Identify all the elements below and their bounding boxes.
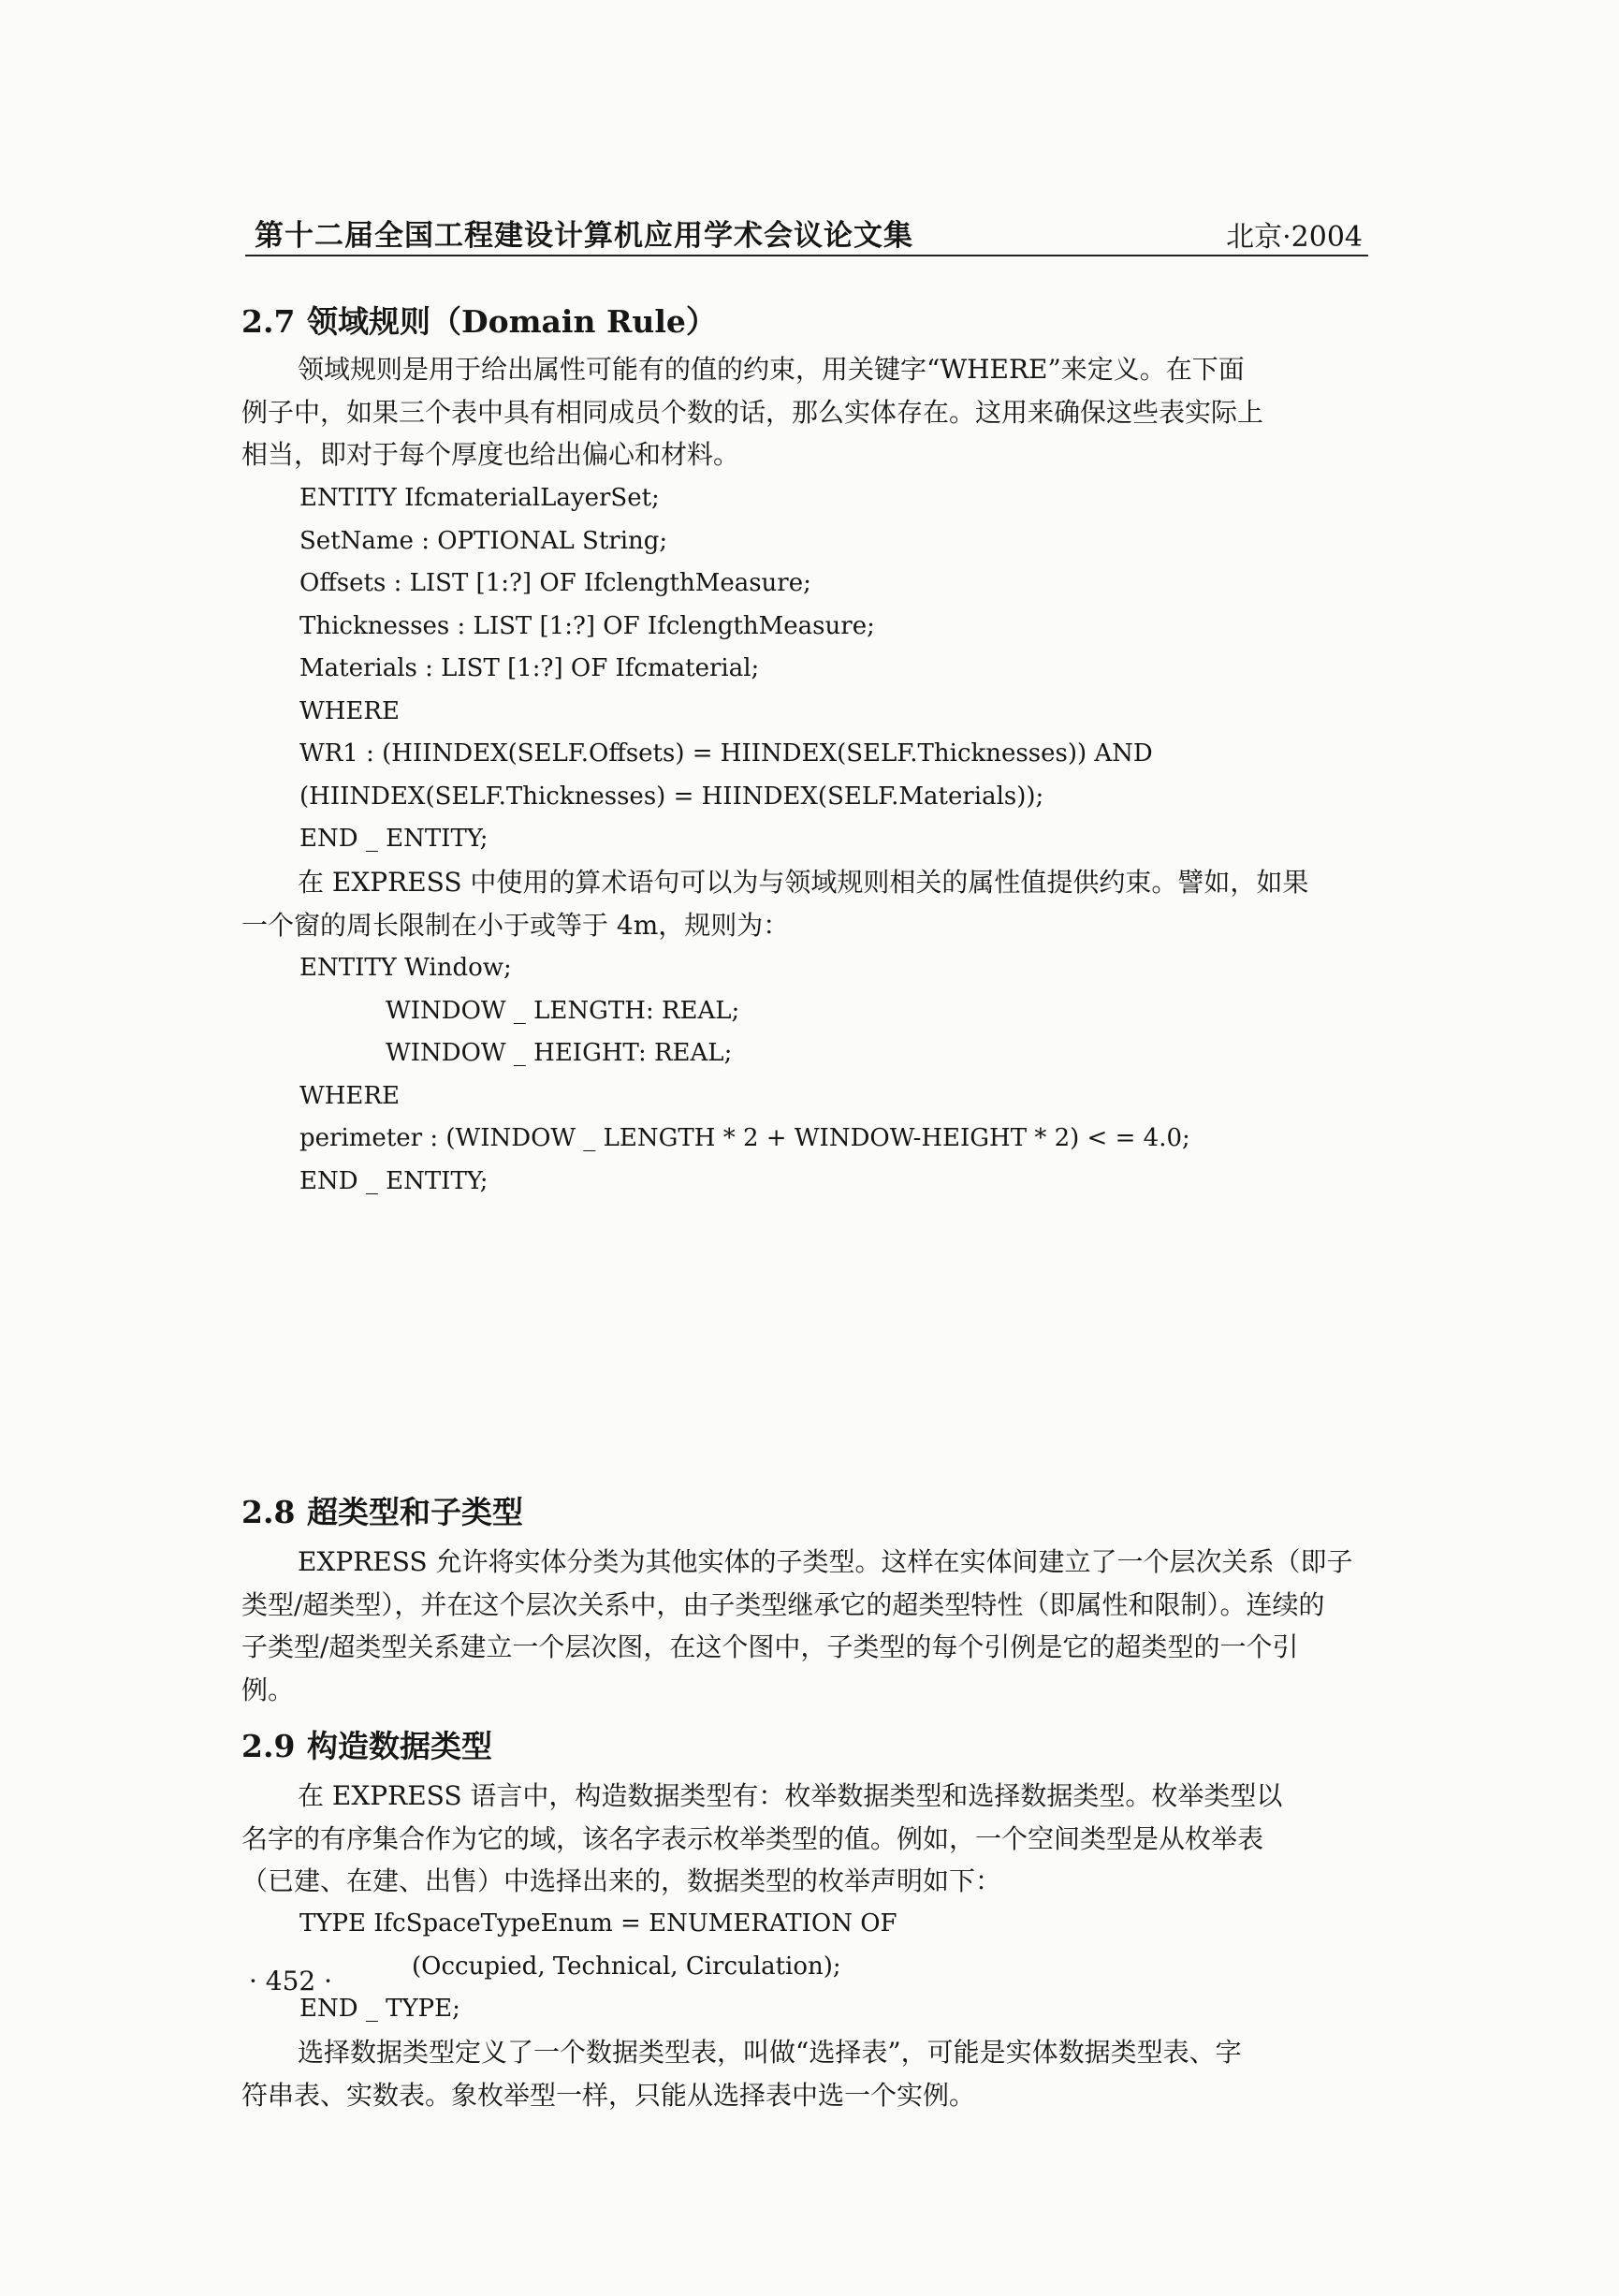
code-line: ENTITY IfcmaterialLayerSet;: [299, 484, 660, 512]
code-line: SetName : OPTIONAL String;: [299, 526, 668, 555]
text-line: 选择数据类型定义了一个数据类型表，叫做“选择表”，可能是实体数据类型表、字: [298, 2037, 1242, 2068]
code-line: Offsets : LIST [1:?] OF IfclengthMeasure;: [299, 569, 811, 597]
section-title: 超类型和子类型: [307, 1494, 523, 1530]
section-heading-2-7: [241, 298, 717, 346]
text-line: 符串表、实数表。象枚举型一样，只能从选择表中选一个实例。: [241, 2079, 976, 2111]
text-line: 在 EXPRESS 语言中，构造数据类型有：枚举数据类型和选择数据类型。枚举类型以: [298, 1780, 1283, 1811]
text-line: EXPRESS 允许将实体分类为其他实体的子类型。这样在实体间建立了一个层次关系（即子: [298, 1546, 1353, 1577]
text-line: 名字的有序集合作为它的域，该名字表示枚举类型的值。例如，一个空间类型是从枚举表: [241, 1822, 1264, 1854]
code-block-space-type-enum: [299, 1903, 1376, 2031]
code-line: perimeter : (WINDOW _ LENGTH * 2 + WINDOW-HEIGHT * 2) < = 4.0;: [299, 1124, 1190, 1152]
text-line: 例。: [241, 1674, 295, 1705]
proceedings-title: 第十二届全国工程建设计算机应用学术会议论文集: [255, 219, 913, 253]
section-heading-2-9: [241, 1722, 492, 1771]
section-title: 构造数据类型: [307, 1728, 492, 1764]
text-line: 一个窗的周长限制在小于或等于 4m，规则为：: [241, 909, 790, 941]
code-line: END _ ENTITY;: [299, 825, 489, 853]
paragraph-express-arithmetic: [241, 861, 1376, 946]
text-line: 相当，即对于每个厚度也给出偏心和材料。: [241, 439, 740, 470]
code-line: END _ ENTITY;: [299, 1166, 489, 1195]
code-line: END _ TYPE;: [299, 1995, 460, 2023]
text-line: 例子中，如果三个表中具有相同成员个数的话，那么实体存在。这用来确保这些表实际上: [241, 396, 1264, 428]
code-line: TYPE IfcSpaceTypeEnum = ENUMERATION OF: [299, 1909, 897, 1938]
code-line: Thicknesses : LIST [1:?] OF IfclengthMeasure;: [299, 611, 875, 640]
text-line: （已建、在建、出售）中选择出来的，数据类型的枚举声明如下：: [241, 1865, 1002, 1896]
section-number: 2.7: [241, 303, 296, 340]
code-line: (Occupied, Technical, Circulation);: [412, 1952, 841, 1981]
text-line: 在 EXPRESS 中使用的算术语句可以为与领域规则相关的属性值提供约束。譬如，如果: [298, 867, 1309, 898]
section-number: 2.8: [241, 1494, 296, 1530]
code-block-window: [299, 947, 1376, 1203]
code-line: WINDOW _ HEIGHT: REAL;: [386, 1039, 733, 1067]
text-line: 子类型/超类型关系建立一个层次图，在这个图中，子类型的每个引例是它的超类型的一个引: [241, 1631, 1299, 1662]
paragraph-select-types: [241, 2031, 1376, 2116]
section-number: 2.9: [241, 1728, 296, 1764]
section-title: 领域规则（Domain Rule）: [307, 303, 717, 340]
code-line: WINDOW _ LENGTH: REAL;: [386, 996, 740, 1025]
code-line: WHERE: [299, 1081, 400, 1110]
code-line: WHERE: [299, 696, 400, 725]
location-year: 北京·2004: [1226, 221, 1363, 254]
code-block-material-layer-set: [299, 477, 1376, 861]
section-heading-2-8: [241, 1488, 523, 1537]
text-line: 领域规则是用于给出属性可能有的值的约束，用关键字“WHERE”来定义。在下面: [298, 354, 1245, 385]
paragraph-subtypes: [241, 1541, 1376, 1711]
text-line: 类型/超类型），并在这个层次关系中，由子类型继承它的超类型特性（即属性和限制）。连续的: [241, 1588, 1325, 1620]
running-header: [245, 208, 1368, 256]
code-line: (HIINDEX(SELF.Thicknesses) = HIINDEX(SELF.Materials));: [299, 782, 1044, 811]
paragraph-domain-rule-intro: [241, 348, 1376, 476]
code-line: WR1 : (HIINDEX(SELF.Offsets) = HIINDEX(SELF.Thicknesses)) AND: [299, 739, 1153, 768]
page-number: · 452 ·: [249, 1966, 333, 1996]
code-line: Materials : LIST [1:?] OF Ifcmaterial;: [299, 654, 760, 682]
paragraph-constructed-types: [241, 1775, 1376, 1903]
code-line: ENTITY Window;: [299, 954, 512, 982]
